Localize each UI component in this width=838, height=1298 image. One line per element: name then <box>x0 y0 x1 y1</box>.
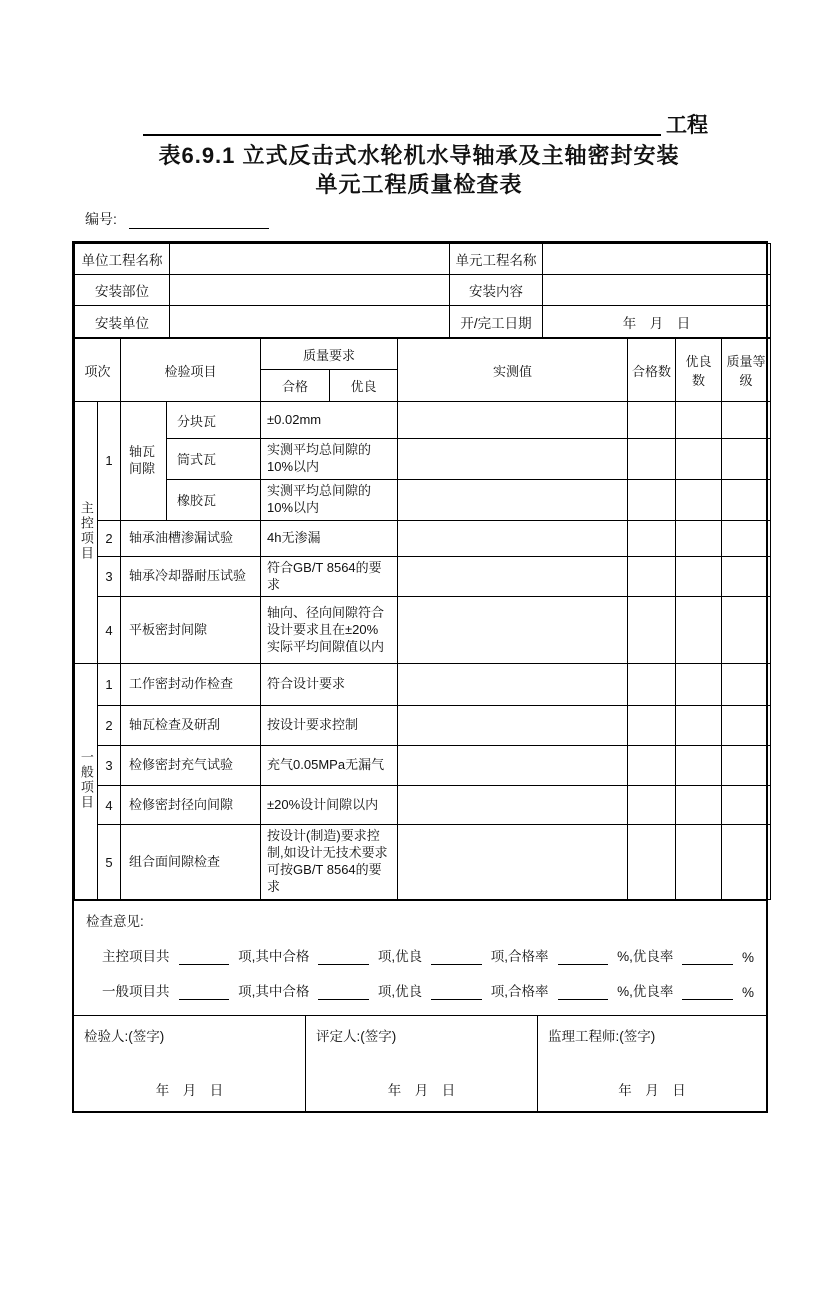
pass-count-cell[interactable] <box>628 746 676 786</box>
summary-text: %,优良率 <box>617 983 674 999</box>
checklist-table <box>74 338 771 900</box>
serial-number-row <box>85 209 838 229</box>
section-category-general: 一般项目 <box>75 664 98 900</box>
sub-item-cell: 分块瓦 <box>167 402 261 439</box>
table-row <box>75 664 771 706</box>
summary-text: 项,优良 <box>377 948 423 964</box>
project-suffix-label: 工程 <box>666 114 708 137</box>
quality-req-cell: 4h无渗漏 <box>261 520 398 556</box>
table-row <box>75 556 771 597</box>
quality-req-cell: 实测平均总间隙的10%以内 <box>261 439 398 480</box>
measured-value-cell[interactable] <box>398 479 628 520</box>
assessor-signature-cell[interactable] <box>305 1016 537 1111</box>
quality-req-cell: ±20%设计间隙以内 <box>261 786 398 825</box>
summary-text: % <box>741 949 754 965</box>
table-row <box>75 825 771 900</box>
measured-value-cell[interactable] <box>398 597 628 664</box>
quality-req-cell: 充气0.05MPa无漏气 <box>261 746 398 786</box>
table-row <box>75 402 771 439</box>
summary-text: 项,合格率 <box>490 948 549 964</box>
excellent-count-cell[interactable] <box>676 479 722 520</box>
col-header-grade: 质量等级 <box>722 339 771 402</box>
supervisor-engineer-signature-cell[interactable] <box>537 1016 766 1111</box>
item-name-cell: 组合面间隙检查 <box>121 825 261 900</box>
excellent-count-cell[interactable] <box>676 520 722 556</box>
pass-count-cell[interactable] <box>628 786 676 825</box>
item-no-cell: 3 <box>98 556 121 597</box>
grade-cell[interactable] <box>722 746 771 786</box>
excellent-count-cell[interactable] <box>676 402 722 439</box>
item-no-cell: 5 <box>98 825 121 900</box>
summary-text: 项,其中合格 <box>238 983 310 999</box>
item-name-cell: 轴承冷却器耐压试验 <box>121 556 261 597</box>
excellent-count-cell[interactable] <box>676 786 722 825</box>
grade-cell[interactable] <box>722 439 771 480</box>
fill-blank[interactable] <box>682 950 733 965</box>
table-row <box>75 479 771 520</box>
quality-req-cell: ±0.02mm <box>261 402 398 439</box>
inspector-signature-date: 年 月 日 <box>155 1082 224 1098</box>
inspector-signature-label: 检验人:(签字) <box>84 1028 165 1044</box>
fill-blank[interactable] <box>179 950 230 965</box>
item-name-cell: 检修密封径向间隙 <box>121 786 261 825</box>
start-finish-date-label: 开/完工日期 <box>450 306 543 338</box>
summary-text: 一般项目共 <box>102 983 170 999</box>
item-no-cell: 2 <box>98 520 121 556</box>
sub-item-cell: 筒式瓦 <box>167 439 261 480</box>
grade-cell[interactable] <box>722 402 771 439</box>
item-name-cell: 平板密封间隙 <box>121 597 261 664</box>
measured-value-cell[interactable] <box>398 402 628 439</box>
pass-count-cell[interactable] <box>628 664 676 706</box>
quality-req-cell: 按设计要求控制 <box>261 706 398 746</box>
start-finish-date-value[interactable]: 年 月 日 <box>543 306 771 338</box>
table-row <box>75 306 771 338</box>
table-row <box>75 275 771 306</box>
item-no-cell: 1 <box>98 402 121 521</box>
grade-cell[interactable] <box>722 786 771 825</box>
element-project-name-value[interactable] <box>543 244 771 275</box>
signature-row <box>74 1015 766 1111</box>
col-header-quality-req: 质量要求 <box>261 339 398 370</box>
grade-cell[interactable] <box>722 664 771 706</box>
grade-cell[interactable] <box>722 479 771 520</box>
pass-count-cell[interactable] <box>628 439 676 480</box>
table-row <box>75 597 771 664</box>
page-title-line1: 表6.9.1 立式反击式水轮机水导轴承及主轴密封安装 <box>158 143 680 168</box>
col-header-pass: 合格 <box>261 370 330 402</box>
pass-count-cell[interactable] <box>628 597 676 664</box>
grade-cell[interactable] <box>722 825 771 900</box>
measured-value-cell[interactable] <box>398 706 628 746</box>
pass-count-cell[interactable] <box>628 825 676 900</box>
measured-value-cell[interactable] <box>398 664 628 706</box>
sub-item-cell: 橡胶瓦 <box>167 479 261 520</box>
table-row <box>75 244 771 275</box>
measured-value-cell[interactable] <box>398 786 628 825</box>
summary-text: 主控项目共 <box>102 948 170 964</box>
item-name-cell: 轴瓦检查及研刮 <box>121 706 261 746</box>
inspection-opinion-label: 检查意见: <box>86 913 144 929</box>
serial-number-label: 编号: <box>85 211 117 228</box>
inspection-opinion-section <box>74 900 766 1015</box>
table-row <box>75 786 771 825</box>
excellent-count-cell[interactable] <box>676 706 722 746</box>
excellent-count-cell[interactable] <box>676 746 722 786</box>
install-content-label: 安装内容 <box>450 275 543 306</box>
pass-count-cell[interactable] <box>628 479 676 520</box>
page-title <box>0 141 838 199</box>
quality-req-cell: 轴向、径向间隙符合设计要求且在±20%实际平均间隙值以内 <box>261 597 398 664</box>
excellent-count-cell[interactable] <box>676 556 722 597</box>
measured-value-cell[interactable] <box>398 520 628 556</box>
pass-count-cell[interactable] <box>628 706 676 746</box>
fill-blank[interactable] <box>318 950 369 965</box>
pass-count-cell[interactable] <box>628 556 676 597</box>
general-items-summary-line <box>102 980 754 1000</box>
section-category-main: 主控项目 <box>75 402 98 664</box>
install-part-label: 安装部位 <box>75 275 170 306</box>
table-row <box>75 439 771 480</box>
item-name-cell: 工作密封动作检查 <box>121 664 261 706</box>
grade-cell[interactable] <box>722 597 771 664</box>
assessor-signature-label: 评定人:(签字) <box>316 1028 397 1044</box>
fill-blank[interactable] <box>179 985 230 1000</box>
fill-blank[interactable] <box>431 950 482 965</box>
serial-number-blank[interactable] <box>129 212 269 229</box>
item-no-cell: 3 <box>98 746 121 786</box>
col-header-item-no: 项次 <box>75 339 121 402</box>
grade-cell[interactable] <box>722 520 771 556</box>
fill-blank[interactable] <box>558 950 609 965</box>
excellent-count-cell[interactable] <box>676 825 722 900</box>
item-no-cell: 4 <box>98 786 121 825</box>
item-name-cell: 轴承油槽渗漏试验 <box>121 520 261 556</box>
excellent-count-cell[interactable] <box>676 664 722 706</box>
main-items-summary-line <box>102 945 754 965</box>
summary-text: % <box>741 984 754 1000</box>
grade-cell[interactable] <box>722 706 771 746</box>
summary-text: 项,优良 <box>377 983 423 999</box>
quality-req-cell: 符合设计要求 <box>261 664 398 706</box>
install-content-value[interactable] <box>543 275 771 306</box>
measured-value-cell[interactable] <box>398 439 628 480</box>
measured-value-cell[interactable] <box>398 556 628 597</box>
summary-text: %,优良率 <box>617 948 674 964</box>
supervisor-engineer-signature-date: 年 月 日 <box>618 1082 686 1098</box>
element-project-name-label: 单元工程名称 <box>450 244 543 275</box>
item-name-cell: 检修密封充气试验 <box>121 746 261 786</box>
inspector-signature-cell[interactable] <box>74 1016 305 1111</box>
unit-project-name-label: 单位工程名称 <box>75 244 170 275</box>
fill-blank[interactable] <box>431 985 482 1000</box>
quality-req-cell: 实测平均总间隙的10%以内 <box>261 479 398 520</box>
page-title-line2: 单元工程质量检查表 <box>315 172 523 198</box>
project-name-line <box>143 112 708 136</box>
grade-cell[interactable] <box>722 556 771 597</box>
col-header-pass-count: 合格数 <box>628 339 676 402</box>
table-row <box>75 520 771 556</box>
excellent-count-cell[interactable] <box>676 597 722 664</box>
summary-text: 项,其中合格 <box>238 948 310 964</box>
install-unit-value[interactable] <box>170 306 450 338</box>
table-row <box>75 706 771 746</box>
pass-count-cell[interactable] <box>628 402 676 439</box>
install-part-value[interactable] <box>170 275 450 306</box>
info-table <box>74 243 771 338</box>
fill-blank[interactable] <box>558 985 609 1000</box>
col-header-item: 检验项目 <box>121 339 261 402</box>
supervisor-engineer-signature-label: 监理工程师:(签字) <box>548 1028 656 1044</box>
table-header-row <box>75 339 771 370</box>
quality-req-cell: 按设计(制造)要求控制,如设计无技术要求可按GB/T 8564的要求 <box>261 825 398 900</box>
measured-value-cell[interactable] <box>398 825 628 900</box>
col-header-excellent: 优良 <box>330 370 398 402</box>
measured-value-cell[interactable] <box>398 746 628 786</box>
item-name-cell: 轴瓦间隙 <box>121 402 167 521</box>
assessor-signature-date: 年 月 日 <box>387 1082 456 1098</box>
form-sheet <box>72 241 768 1113</box>
quality-req-cell: 符合GB/T 8564的要求 <box>261 556 398 597</box>
item-no-cell: 2 <box>98 706 121 746</box>
col-header-measured: 实测值 <box>398 339 628 402</box>
table-row <box>75 746 771 786</box>
fill-blank[interactable] <box>318 985 369 1000</box>
fill-blank[interactable] <box>682 985 733 1000</box>
project-name-blank-line[interactable] <box>143 112 661 136</box>
unit-project-name-value[interactable] <box>170 244 450 275</box>
summary-text: 项,合格率 <box>490 983 549 999</box>
col-header-excellent-count: 优良数 <box>676 339 722 402</box>
item-no-cell: 4 <box>98 597 121 664</box>
pass-count-cell[interactable] <box>628 520 676 556</box>
excellent-count-cell[interactable] <box>676 439 722 480</box>
item-no-cell: 1 <box>98 664 121 706</box>
install-unit-label: 安装单位 <box>75 306 170 338</box>
